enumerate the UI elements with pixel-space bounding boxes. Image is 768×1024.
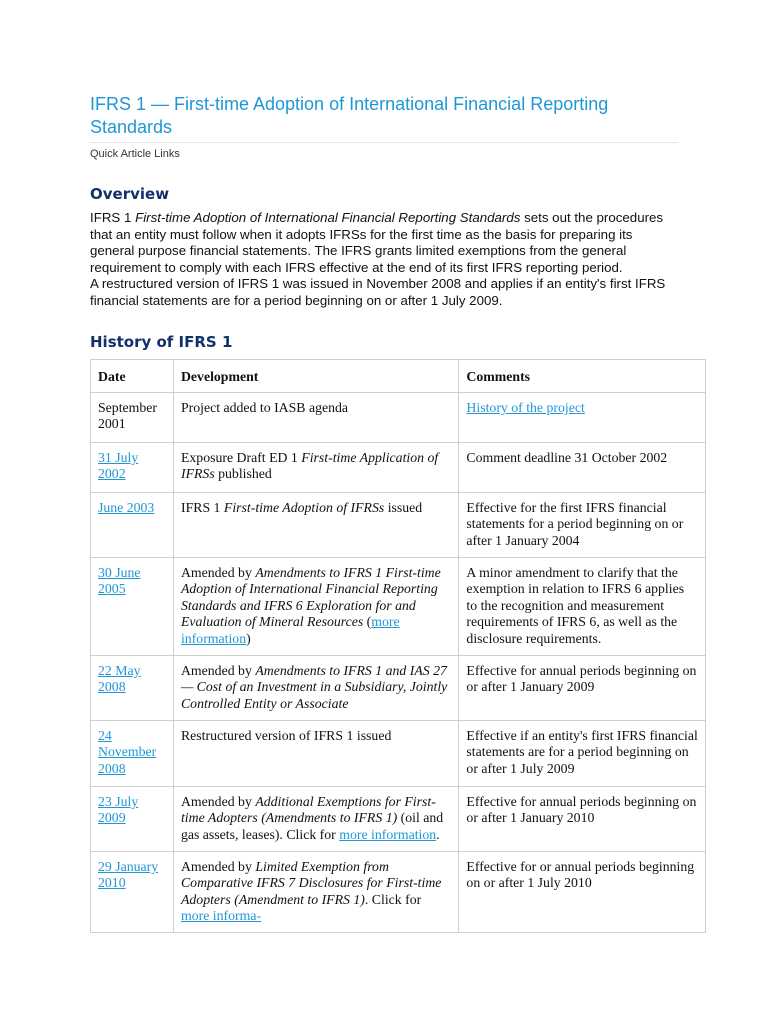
development-cell <box>173 558 458 656</box>
development-text: (oil and gas assets, leases). Click for <box>180 810 444 842</box>
comment-cell <box>459 393 706 443</box>
development-text: issued <box>384 500 423 515</box>
date-cell <box>91 493 174 558</box>
comment-cell: Effective for annual periods beginning on or after 1 January 2010 <box>459 787 706 852</box>
development-text: . Click for <box>364 891 422 907</box>
overview-standard-title: First-time Adoption of International Financial Reporting Standards <box>135 210 521 225</box>
comment-cell: Effective for the first IFRS financial statements for a period beginning on or after 1 January 2004 <box>459 493 706 558</box>
column-header-development: Development <box>173 360 458 393</box>
development-title: Limited Exemption from Comparative IFRS 7 Disclosures for First-time Adopters (Amendment to IFRS 1) <box>180 859 442 907</box>
development-text: Amended by <box>180 859 256 874</box>
development-text: . <box>436 826 440 842</box>
overview-heading: Overview <box>90 185 170 203</box>
development-cell <box>173 656 458 721</box>
table-row <box>91 787 706 852</box>
history-heading: History of IFRS 1 <box>90 333 233 351</box>
development-text: Amended by <box>180 794 256 809</box>
more-information-link[interactable]: more informa- <box>180 908 262 924</box>
comment-cell: Effective for or annual periods beginning on or after 1 July 2010 <box>459 852 706 933</box>
history-table <box>90 359 706 933</box>
comment-cell: A minor amendment to clarify that the exemption in relation to IFRS 6 applies to the recognition and measurement requirements of IFRS 6, as well as the disclosure requirements. <box>459 558 706 656</box>
page-title: IFRS 1 — First-time Adoption of International Financial Reporting Standards <box>90 94 609 137</box>
more-information-link[interactable]: more information <box>180 614 400 646</box>
development-cell <box>173 393 458 443</box>
development-title: First-time Application of IFRSs <box>180 450 439 482</box>
table-header-row <box>91 360 706 393</box>
table-row <box>91 558 706 656</box>
date-link[interactable]: 24 November 2008 <box>98 728 157 776</box>
development-cell <box>173 852 458 933</box>
overview-paragraph <box>90 210 680 309</box>
development-text: IFRS 1 <box>180 500 224 515</box>
history-of-project-link[interactable]: History of the project <box>466 400 585 415</box>
table-row <box>91 443 706 493</box>
development-text: Restructured version of IFRS 1 issued <box>180 728 392 743</box>
date-link[interactable]: 29 January 2010 <box>98 859 159 891</box>
column-header-comments: Comments <box>459 360 706 393</box>
more-information-link[interactable]: more information <box>339 826 437 842</box>
development-title: Amendments to IFRS 1 First-time Adoption of International Financial Reporting Standards and IFRS 6 Exploration for and Evaluation of Mineral Resources <box>180 565 441 630</box>
development-cell <box>173 721 458 787</box>
table-row <box>91 721 706 787</box>
development-text: published <box>214 466 272 482</box>
development-text: Project added to IASB agenda <box>180 400 349 415</box>
development-cell <box>173 787 458 852</box>
date-link[interactable]: 23 July 2009 <box>98 794 139 826</box>
title-divider <box>90 142 678 143</box>
quick-article-links[interactable]: Quick Article Links <box>90 148 180 160</box>
date-link[interactable]: 22 May 2008 <box>98 663 141 695</box>
date-cell <box>91 721 174 787</box>
comment-cell: Effective for annual periods beginning on or after 1 January 2009 <box>459 656 706 721</box>
date-link[interactable]: 30 June 2005 <box>98 565 141 597</box>
overview-text-start: IFRS 1 <box>90 210 136 225</box>
development-title: Additional Exemptions for First-time Adopters (Amendments to IFRS 1) <box>180 794 436 826</box>
date-link[interactable]: June 2003 <box>98 500 155 515</box>
development-text: ( <box>363 614 372 630</box>
column-header-date: Date <box>91 360 174 393</box>
overview-text-restructured: A restructured version of IFRS 1 was issued in November 2008 and applies if an entity's first IFRS financial statements are for a period beginning on or after 1 July 2009. <box>90 276 666 308</box>
development-title: Amendments to IFRS 1 and IAS 27 — Cost of an Investment in a Subsidiary, Jointly Controlled Entity or Associate <box>180 663 448 711</box>
date-cell <box>91 443 174 493</box>
development-cell <box>173 443 458 493</box>
development-text: Amended by <box>180 663 256 678</box>
date-cell: September 2001 <box>91 393 174 443</box>
development-text: Exposure Draft ED 1 <box>180 450 302 465</box>
comment-cell: Comment deadline 31 October 2002 <box>459 443 706 493</box>
table-row <box>91 493 706 558</box>
table-row <box>91 393 706 443</box>
development-title: First-time Adoption of IFRSs <box>223 500 385 515</box>
date-cell <box>91 558 174 656</box>
development-cell <box>173 493 458 558</box>
date-cell <box>91 787 174 852</box>
date-cell <box>91 852 174 933</box>
comment-cell: Effective if an entity's first IFRS financial statements are for a period beginning on or after 1 July 2009 <box>459 721 706 787</box>
date-link[interactable]: 31 July 2002 <box>98 450 139 482</box>
development-text: ) <box>246 630 251 646</box>
date-cell <box>91 656 174 721</box>
development-text: Amended by <box>180 565 256 580</box>
overview-text-rest: sets out the procedures that an entity must follow when it adopts IFRSs for the first time as the basis for preparing its general purpose financial statements. The IFRS grants limited exemptions from the general requirement to comply with each IFRS effective at the end of its first IFRS reporting period. <box>90 210 664 275</box>
table-row <box>91 656 706 721</box>
table-row <box>91 852 706 933</box>
